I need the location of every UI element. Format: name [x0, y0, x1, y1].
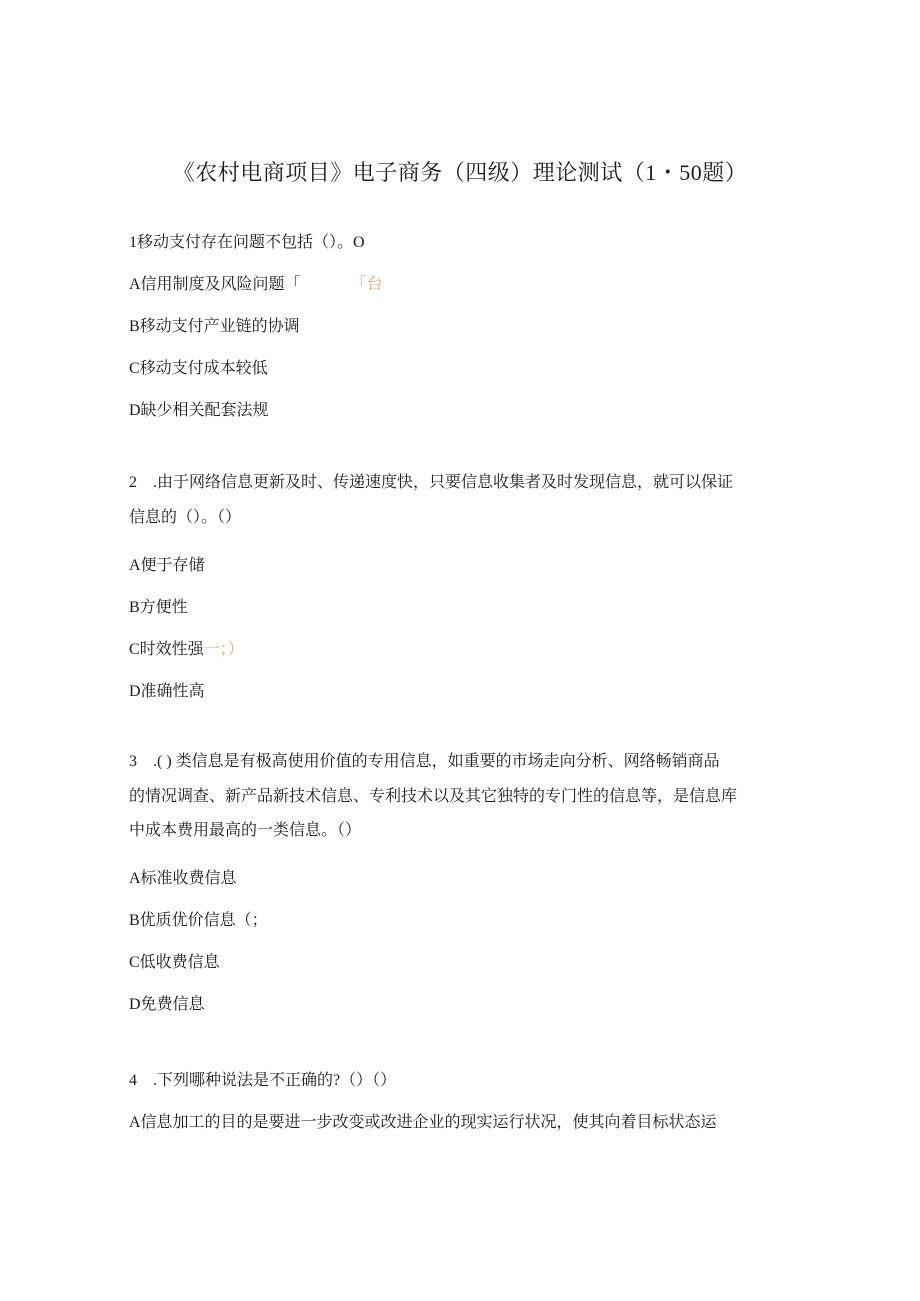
question-3-option-b: B优质优价信息（；	[129, 912, 268, 929]
question-3-option-d: D免费信息	[129, 996, 205, 1013]
question-2-option-b: B方便性	[129, 599, 188, 616]
scan-mark: 「台	[350, 276, 383, 293]
question-3-option-c: C低收费信息	[129, 954, 220, 971]
scan-mark: 一；）	[203, 641, 244, 658]
question-2-stem-line-1: 2 .由于网络信息更新及时、传递速度快，只要信息收集者及时发现信息，就可以保证	[129, 474, 734, 491]
option-c-text: C时效性强	[129, 641, 204, 658]
question-3-option-a: A标准收费信息	[129, 870, 237, 887]
question-1-option-d: D缺少相关配套法规	[129, 402, 269, 419]
question-2-option-d: D准确性高	[129, 683, 205, 700]
question-1-option-b: B移动支付产业链的协调	[129, 318, 300, 335]
question-3-stem-line-2: 的情况调查、新产品新技术信息、专利技术以及其它独特的专门性的信息等，是信息库	[129, 788, 738, 805]
question-2-option-c	[129, 640, 244, 660]
question-2-option-a: A便于存储	[129, 557, 205, 574]
question-3-stem-line-1: 3 .( ) 类信息是有极高使用价值的专用信息，如重要的市场走向分析、网络畅销商品	[129, 753, 720, 770]
page-title: 《农村电商项目》电子商务（四级）理论测试（1・50题）	[172, 160, 748, 185]
question-1-option-c: C移动支付成本较低	[129, 360, 268, 377]
question-4-option-a: A信息加工的目的是要进一步改变或改进企业的现实运行状况，使其向着目标状态运	[129, 1114, 717, 1131]
question-1-option-a	[129, 275, 383, 295]
option-a-text: A信用制度及风险问题「	[129, 276, 301, 293]
question-4-stem: 4 .下列哪种说法是不正确的?（）（）	[129, 1072, 397, 1089]
question-1-stem: 1移动支付存在问题不包括（）。O	[129, 234, 365, 251]
question-3-stem-line-3: 中成本费用最高的一类信息。（）	[129, 822, 362, 839]
question-2-stem-line-2: 信息的（）。（）	[129, 509, 242, 526]
